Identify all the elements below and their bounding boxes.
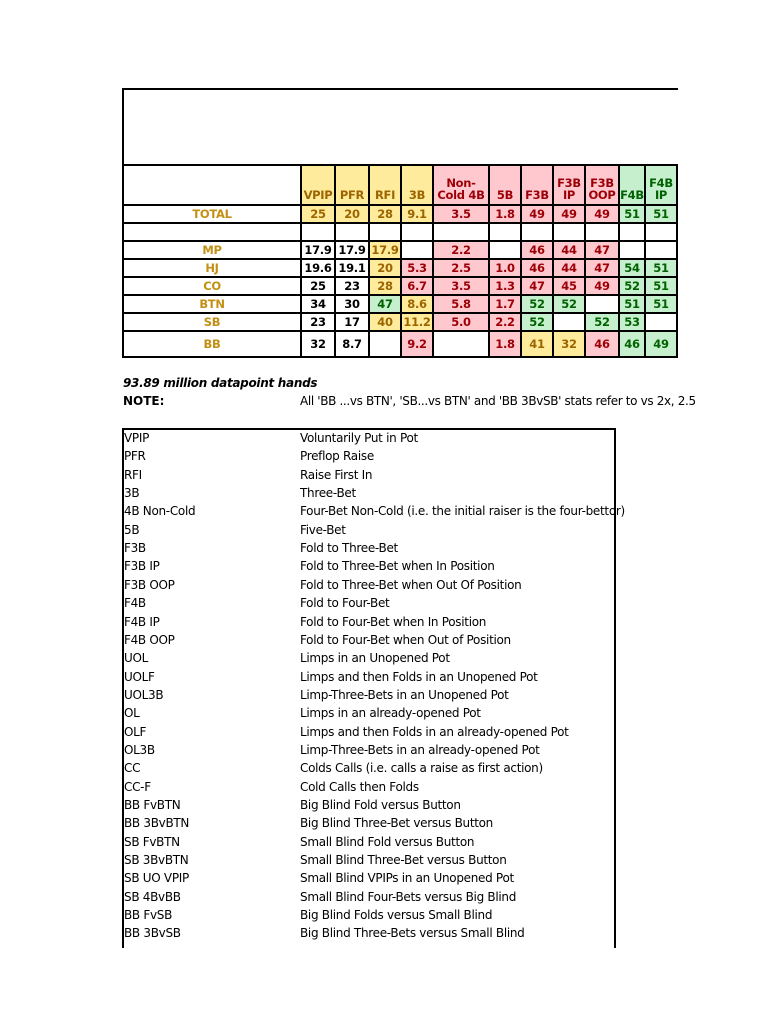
glossary-abbreviation: SB UO VPIP	[124, 871, 189, 886]
glossary-row	[124, 540, 614, 558]
glossary-row	[124, 577, 614, 595]
column-header: PFR	[336, 166, 368, 204]
stat-cell: 20	[336, 206, 368, 222]
stat-cell	[646, 314, 676, 330]
stat-cell: 11.2	[403, 315, 431, 329]
stat-cell: 47	[522, 278, 552, 294]
stat-cell: 25	[310, 279, 326, 293]
glossary-abbreviation: BB FvSB	[124, 908, 173, 923]
stat-cell: 32	[310, 337, 326, 351]
glossary-definition: Cold Calls then Folds	[300, 779, 419, 794]
stat-cell: 8.7	[342, 337, 362, 351]
stat-cell: 47	[586, 242, 618, 258]
stat-cell: 47	[370, 296, 400, 312]
glossary-abbreviation: F3B OOP	[124, 577, 175, 592]
glossary-abbreviation: BB 3BvBTN	[124, 816, 190, 831]
stat-cell: 49	[646, 332, 676, 356]
stat-cell: 52	[554, 296, 584, 312]
stat-cell	[402, 242, 432, 258]
stat-cell: 23	[344, 279, 360, 293]
stat-cell	[586, 296, 618, 312]
glossary-definition: Small Blind Three-Bet versus Button	[300, 853, 507, 868]
glossary-definition: Fold to Four-Bet	[300, 596, 390, 611]
stat-cell: 46	[522, 242, 552, 258]
datapoint-count: 93.89 million datapoint hands	[123, 376, 318, 390]
stat-cell: 30	[344, 297, 360, 311]
stat-cell: 49	[586, 278, 618, 294]
stat-cell: 5.8	[434, 296, 488, 312]
stat-cell	[370, 332, 400, 356]
glossary-row	[124, 503, 625, 521]
note-text: All 'BB ...vs BTN', 'SB...vs BTN' and 'BB 3BvSB' stats refer to vs 2x, 2.5	[300, 394, 696, 408]
stat-cell: 19.6	[304, 261, 332, 275]
glossary-definition: Colds Calls (i.e. calls a raise as first action)	[300, 761, 543, 776]
column-header: 3B	[402, 166, 432, 204]
stat-cell: 52	[586, 314, 618, 330]
glossary-row	[124, 614, 614, 632]
glossary-definition: Limps and then Folds in an already-opened Pot	[300, 724, 569, 739]
column-header: Non-Cold 4B	[434, 166, 488, 204]
stat-cell: 2.5	[434, 260, 488, 276]
glossary-abbreviation: RFI	[124, 467, 142, 482]
glossary-abbreviation: SB FvBTN	[124, 834, 180, 849]
stat-cell: 25	[302, 206, 334, 222]
column-header: F4B IP	[646, 166, 676, 204]
row-label: TOTAL	[192, 207, 232, 221]
glossary-row	[124, 907, 614, 925]
glossary-definition: Small Blind VPIPs in an Unopened Pot	[300, 871, 514, 886]
glossary-row	[124, 595, 614, 613]
glossary-abbreviation: CC-F	[124, 779, 151, 794]
grid-line	[488, 164, 490, 358]
stat-cell: 34	[310, 297, 326, 311]
glossary-abbreviation: OL	[124, 706, 140, 721]
glossary-definition: Voluntarily Put in Pot	[300, 431, 418, 445]
stat-cell: 1.8	[490, 332, 520, 356]
stat-cell: 44	[554, 260, 584, 276]
stat-cell: 51	[646, 278, 676, 294]
glossary-row	[124, 834, 614, 852]
stat-cell: 54	[620, 260, 644, 276]
glossary-definition: Big Blind Fold versus Button	[300, 798, 461, 812]
grid-line	[552, 164, 554, 358]
glossary-table	[122, 428, 625, 948]
glossary-row	[124, 467, 614, 485]
stat-cell: 46	[522, 260, 552, 276]
stat-cell: 52	[620, 278, 644, 294]
glossary-abbreviation: BB 3BvSB	[124, 926, 181, 941]
glossary-row	[124, 797, 614, 815]
stat-cell: 1.3	[490, 278, 520, 294]
stat-cell: 32	[554, 332, 584, 356]
glossary-abbreviation: F4B OOP	[124, 632, 175, 647]
grid-line	[368, 164, 370, 358]
glossary-definition: Fold to Three-Bet when Out Of Position	[300, 577, 522, 592]
glossary-abbreviation: VPIP	[124, 431, 150, 445]
stat-cell: 1.7	[490, 296, 520, 312]
stat-cell: 52	[522, 296, 552, 312]
glossary-abbreviation: UOL	[124, 651, 149, 666]
glossary-abbreviation: OLF	[124, 724, 147, 739]
glossary-abbreviation: F4B IP	[124, 614, 160, 629]
note-label: NOTE:	[123, 394, 165, 408]
glossary-abbreviation: BB FvBTN	[124, 798, 181, 812]
grid-line	[584, 164, 586, 358]
glossary-definition: Fold to Four-Bet when In Position	[300, 614, 487, 629]
column-header: F4B	[620, 166, 644, 204]
stat-cell	[646, 242, 676, 258]
stat-cell: 17.9	[371, 243, 399, 257]
stat-cell: 19.1	[338, 261, 366, 275]
stat-cell: 8.6	[402, 296, 432, 312]
stat-cell	[490, 242, 520, 258]
stat-cell: 28	[370, 206, 400, 222]
glossary-definition: Five-Bet	[300, 522, 346, 537]
glossary-row	[124, 558, 614, 576]
glossary-definition: Raise First In	[300, 467, 373, 482]
glossary-row	[124, 870, 614, 888]
glossary-abbreviation: CC	[124, 761, 141, 776]
stat-cell: 49	[522, 206, 552, 222]
stat-cell: 6.7	[402, 278, 432, 294]
glossary-definition: Fold to Three-Bet	[300, 541, 398, 556]
stat-cell: 46	[586, 332, 618, 356]
stat-cell: 40	[370, 314, 400, 330]
glossary-row	[124, 779, 614, 797]
row-label: CO	[203, 279, 221, 293]
glossary-abbreviation: 4B Non-Cold	[124, 504, 196, 519]
stat-cell	[434, 332, 488, 356]
row-label: BTN	[199, 297, 225, 311]
glossary-definition: Small Blind Four-Bets versus Big Blind	[300, 889, 517, 904]
stat-cell: 20	[370, 260, 400, 276]
glossary-abbreviation: F3B IP	[124, 559, 160, 574]
column-header: 5B	[490, 166, 520, 204]
stat-cell: 49	[586, 206, 618, 222]
glossary-row	[124, 650, 614, 668]
glossary-definition: Fold to Three-Bet when In Position	[300, 559, 495, 574]
glossary-definition: Fold to Four-Bet when Out of Position	[300, 632, 511, 647]
stat-cell: 1.0	[490, 260, 520, 276]
glossary-abbreviation: F3B	[124, 541, 146, 556]
row-label: SB	[203, 315, 221, 329]
grid-line	[334, 164, 336, 358]
stat-cell: 51	[646, 260, 676, 276]
stat-cell: 2.2	[434, 242, 488, 258]
stat-cell: 41	[522, 332, 552, 356]
column-header: RFI	[370, 166, 400, 204]
stat-cell: 2.2	[490, 314, 520, 330]
stat-cell: 17.9	[304, 243, 332, 257]
stat-cell: 51	[646, 296, 676, 312]
glossary-row	[124, 687, 614, 705]
glossary-abbreviation: SB 3BvBTN	[124, 853, 189, 868]
glossary-abbreviation: SB 4BvBB	[124, 889, 181, 904]
glossary-abbreviation: 5B	[124, 522, 140, 537]
glossary-definition: Limp-Three-Bets in an Unopened Pot	[300, 687, 509, 702]
glossary-row	[124, 925, 614, 943]
stat-cell: 46	[620, 332, 644, 356]
glossary-abbreviation: UOL3B	[124, 687, 164, 702]
grid-line	[676, 164, 678, 358]
glossary-abbreviation: UOLF	[124, 669, 155, 684]
column-header: F3B IP	[554, 166, 584, 204]
grid-line	[618, 164, 620, 358]
glossary-row	[124, 705, 614, 723]
stat-cell: 9.2	[402, 332, 432, 356]
glossary-definition: Big Blind Three-Bet versus Button	[300, 816, 493, 831]
glossary-definition: Limps in an Unopened Pot	[300, 651, 450, 666]
glossary-abbreviation: PFR	[124, 449, 146, 464]
stat-cell: 28	[370, 278, 400, 294]
glossary-row	[124, 852, 614, 870]
column-header: F3B	[522, 166, 552, 204]
row-label: HJ	[205, 261, 219, 275]
glossary-abbreviation: F4B	[124, 596, 146, 611]
glossary-row	[124, 522, 614, 540]
glossary-row	[124, 760, 614, 778]
glossary-definition: Three-Bet	[300, 486, 356, 501]
stat-cell: 53	[620, 314, 644, 330]
glossary-abbreviation: 3B	[124, 486, 140, 501]
row-label: BB	[203, 337, 221, 351]
glossary-row	[124, 724, 614, 742]
glossary-definition: Big Blind Three-Bets versus Small Blind	[300, 926, 525, 941]
stat-cell: 47	[586, 260, 618, 276]
stat-cell	[554, 314, 584, 330]
stats-table	[122, 88, 678, 358]
stat-cell: 45	[554, 278, 584, 294]
grid-line	[520, 164, 522, 358]
stat-cell: 17.9	[338, 243, 366, 257]
stat-cell: 49	[554, 206, 584, 222]
stat-cell: 23	[310, 315, 326, 329]
column-header: F3B OOP	[586, 166, 618, 204]
grid-line	[432, 164, 434, 358]
glossary-definition: Limps in an already-opened Pot	[300, 706, 481, 721]
stat-cell: 52	[522, 314, 552, 330]
stat-cell: 3.5	[434, 278, 488, 294]
glossary-row	[124, 742, 614, 760]
glossary-definition: Preflop Raise	[300, 449, 374, 464]
stat-cell: 51	[620, 206, 644, 222]
stat-cell: 5.3	[402, 260, 432, 276]
grid-line	[400, 164, 402, 358]
glossary-row	[124, 448, 614, 466]
row-label: MP	[202, 243, 222, 257]
stat-cell: 51	[620, 296, 644, 312]
stat-cell	[620, 242, 644, 258]
stat-cell: 51	[646, 206, 676, 222]
glossary-definition: Big Blind Folds versus Small Blind	[300, 908, 493, 923]
row-label	[124, 224, 300, 240]
grid-line	[300, 164, 302, 358]
glossary-definition: Small Blind Fold versus Button	[300, 834, 475, 849]
glossary-abbreviation: OL3B	[124, 742, 155, 757]
glossary-definition: Limp-Three-Bets in an already-opened Pot	[300, 742, 540, 757]
stat-cell: 9.1	[402, 206, 432, 222]
glossary-row	[124, 669, 614, 687]
column-header: VPIP	[302, 166, 334, 204]
glossary-row	[124, 632, 614, 650]
glossary-definition: Four-Bet Non-Cold (i.e. the initial raiser is the four-bettor)	[300, 504, 625, 519]
grid-line	[644, 164, 646, 358]
glossary-definition: Limps and then Folds in an Unopened Pot	[300, 669, 538, 684]
glossary-row	[124, 815, 614, 833]
stat-cell: 5.0	[434, 314, 488, 330]
stat-cell: 44	[554, 242, 584, 258]
stat-cell: 17	[344, 315, 360, 329]
stat-cell: 1.8	[490, 206, 520, 222]
glossary-row	[124, 889, 614, 907]
stat-cell: 3.5	[434, 206, 488, 222]
glossary-row	[124, 485, 614, 503]
glossary-row	[124, 430, 614, 448]
